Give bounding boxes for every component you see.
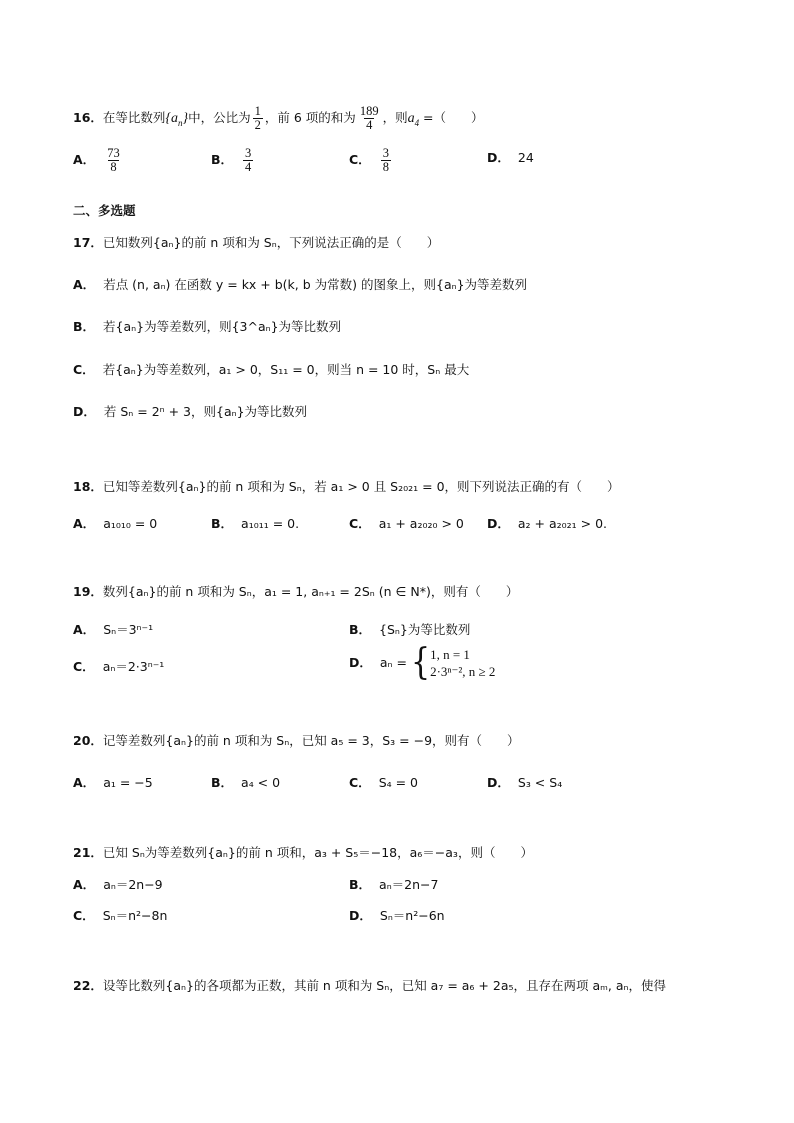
- q20-option-a: A． a₁ = −5: [73, 775, 153, 790]
- q18-option-c: C． a₁ + a₂₀₂₀ > 0: [349, 516, 464, 531]
- q17-option-d: D． 若 Sₙ = 2ⁿ + 3，则{aₙ}为等比数列: [73, 404, 308, 419]
- q20-option-d: D． S₃ < S₄: [487, 775, 563, 790]
- question-17-stem: 17．已知数列{aₙ}的前 n 项和为 Sₙ，下列说法正确的是（ ）: [73, 235, 440, 250]
- piecewise-formula: { 1, n = 1 2·3ⁿ⁻², n ≥ 2: [410, 641, 496, 684]
- q16-option-c: C． $\frac{3}{8}$: [349, 146, 389, 174]
- q21-option-a: A． aₙ＝2n−9: [73, 877, 163, 892]
- question-20-stem: 20．记等差数列{aₙ}的前 n 项和为 Sₙ，已知 a₅ = 3，S₃ = −9，则有（ ）: [73, 733, 520, 748]
- q21-option-d: D． Sₙ＝n²−6n: [349, 908, 445, 923]
- q20-option-c: C． S₄ = 0: [349, 775, 419, 790]
- q16-option-b: B． $\frac{3}{4}$: [211, 146, 252, 174]
- q21-option-c: C． Sₙ＝n²−8n: [73, 908, 168, 923]
- q16-option-a: A． $\frac{73}{8}$: [73, 146, 120, 174]
- q16-option-d: D． 24: [487, 150, 534, 165]
- q17-option-a: A． 若点 (n, aₙ) 在函数 y = kx + b(k, b 为常数) 的图象上，则{aₙ}为等差数列: [73, 277, 528, 292]
- q17-option-c: C． 若{aₙ}为等差数列，a₁ > 0，S₁₁ = 0，则当 n = 10 时，Sₙ 最大: [73, 362, 470, 377]
- sum-fraction: $\frac{189}{4}$: [359, 104, 379, 132]
- q20-option-b: B． a₄ < 0: [211, 775, 281, 790]
- q18-option-a: A． a₁₀₁₀ = 0: [73, 516, 158, 531]
- question-19-stem: 19．数列{aₙ}的前 n 项和为 Sₙ，a₁ = 1, aₙ₊₁ = 2Sₙ (n ∈ N*)，则有（ ）: [73, 584, 519, 599]
- q19-option-d: D． aₙ = { 1, n = 1 2·3ⁿ⁻², n ≥ 2: [349, 641, 496, 684]
- q18-option-d: D． a₂ + a₂₀₂₁ > 0.: [487, 516, 608, 531]
- q21-option-b: B． aₙ＝2n−7: [349, 877, 439, 892]
- q19-option-c: C． aₙ＝2·3ⁿ⁻¹: [73, 659, 165, 674]
- question-21-stem: 21．已知 Sₙ为等差数列{aₙ}的前 n 项和，a₃ + S₅＝−18，a₆＝−a₃，则（ ）: [73, 845, 533, 860]
- question-18-stem: 18．已知等差数列{aₙ}的前 n 项和为 Sₙ，若 a₁ > 0 且 S₂₀₂₁ = 0，则下列说法正确的有（ ）: [73, 479, 620, 494]
- question-22-stem: 22．设等比数列{aₙ}的各项都为正数，其前 n 项和为 Sₙ，已知 a₇ = a₆ + 2a₅，且存在两项 aₘ, aₙ，使得: [73, 978, 666, 993]
- q19-option-a: A． Sₙ＝3ⁿ⁻¹: [73, 622, 154, 637]
- q17-option-b: B． 若{aₙ}为等差数列，则{3^aₙ}为等比数列: [73, 319, 342, 334]
- question-16-stem: 16．在等比数列$\{a_n\}$中，公比为 $\frac{1}{2}$ ，前 6 项的和为 $\frac{189}{4}$ ，则$a_4$ =（ ）: [73, 104, 484, 132]
- q18-option-b: B． a₁₀₁₁ = 0.: [211, 516, 300, 531]
- q19-option-b: B． {Sₙ}为等比数列: [349, 622, 471, 637]
- ratio-fraction: $\frac{1}{2}$: [254, 104, 261, 132]
- section-multiple-choice: 二、多选题: [73, 203, 136, 218]
